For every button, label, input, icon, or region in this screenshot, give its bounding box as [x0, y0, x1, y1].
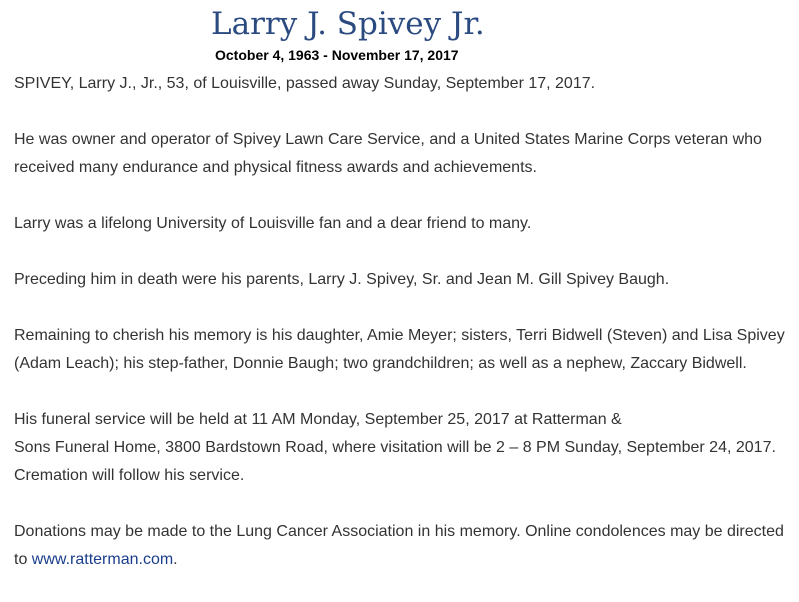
- paragraph-interests: Larry was a lifelong University of Louisville fan and a dear friend to many.: [14, 215, 532, 232]
- page-title: Larry J. Spivey Jr.: [211, 6, 485, 42]
- obituary-header: [0, 0, 799, 68]
- paragraph-donations: [14, 518, 794, 574]
- paragraph-death-notice: SPIVEY, Larry J., Jr., 53, of Louisville, passed away Sunday, September 17, 2017.: [14, 75, 596, 92]
- paragraph-survivors: Remaining to cherish his memory is his daughter, Amie Meyer; sisters, Terri Bidwell (Steven) and Lisa Spivey (Adam Leach); his step-father, Donnie Baugh; two grandchildren; as well as a nephew, Zaccary Bidwell.: [14, 327, 785, 372]
- obituary-body: [14, 70, 794, 602]
- service-line-rest: Sons Funeral Home, 3800 Bardstown Road, where visitation will be 2 – 8 PM Sunday, September 24, 2017. Cremation will follow his service.: [14, 439, 776, 484]
- paragraph-preceded: Preceding him in death were his parents, Larry J. Spivey, Sr. and Jean M. Gill Spivey Baugh.: [14, 271, 670, 288]
- paragraph-career: He was owner and operator of Spivey Lawn Care Service, and a United States Marine Corps veteran who received many endurance and physical fitness awards and achievements.: [14, 131, 762, 176]
- ratterman-link[interactable]: www.ratterman.com: [31, 551, 174, 568]
- service-line-1: His funeral service will be held at 11 AM Monday, September 25, 2017 at Ratterman &: [14, 411, 622, 428]
- donations-end: .: [173, 551, 178, 568]
- donations-text: Donations may be made to the Lung Cancer Association in his memory. Online condolences may be directed to: [14, 523, 784, 568]
- paragraph-service: [14, 406, 794, 490]
- life-dates: October 4, 1963 - November 17, 2017: [215, 47, 459, 63]
